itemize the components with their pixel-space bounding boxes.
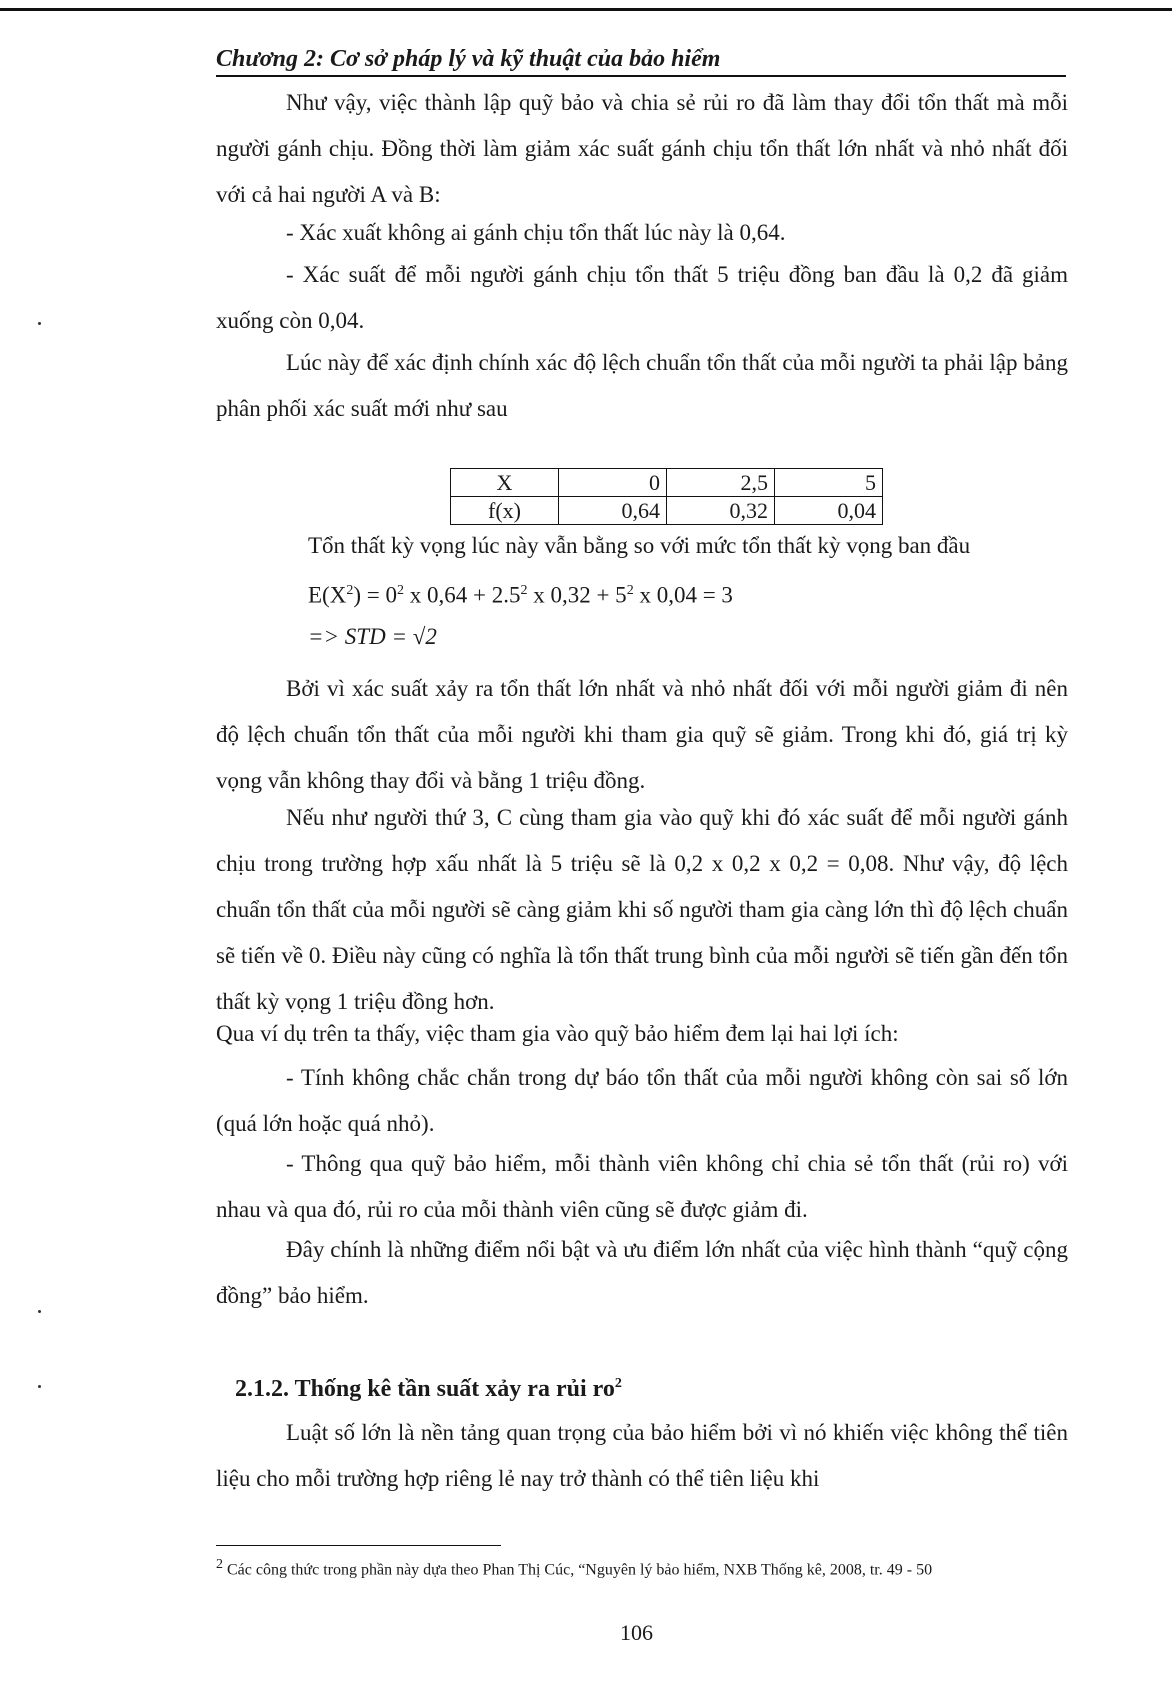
footnote-rule: [216, 1545, 501, 1546]
std-line: => STD = √2: [308, 624, 437, 649]
scan-speck: [38, 1310, 41, 1313]
formula-part: ) = 0: [353, 582, 397, 608]
table-cell: 0,04: [775, 497, 883, 525]
paragraph-7: Luật số lớn là nền tảng quan trọng của bảo hiểm bởi vì nó khiến việc không thể tiên liệu cho mỗi trường hợp riêng lẻ nay trở thành có thể tiên liệu khi: [216, 1420, 1068, 1491]
table-cell: X: [451, 469, 559, 497]
section-heading: [235, 1376, 622, 1403]
formula-part: x 0,32 + 5: [527, 582, 627, 608]
bullet-1: - Xác xuất không ai gánh chịu tổn thất lúc này là 0,64.: [286, 220, 786, 245]
scan-speck: [38, 1385, 41, 1388]
table-cell: 2,5: [667, 469, 775, 497]
table-cell: f(x): [451, 497, 559, 525]
formula-exponent: 2: [626, 583, 634, 598]
paragraph-1: Như vậy, việc thành lập quỹ bảo và chia sẻ rủi ro đã làm thay đổi tổn thất mà mỗi người gánh chịu. Đồng thời làm giảm xác suất gánh chịu tổn thất lớn nhất và nhỏ nhất đối với cả hai người A và B:: [216, 90, 1068, 207]
paragraph-5: Qua ví dụ trên ta thấy, việc tham gia vào quỹ bảo hiểm đem lại hai lợi ích:: [216, 1021, 899, 1046]
page-number: 106: [620, 1620, 653, 1645]
formula-part: x 0,04 = 3: [633, 582, 733, 608]
probability-table: [450, 468, 883, 525]
formula-exponent: 2: [396, 583, 404, 598]
paragraph-6: Đây chính là những điểm nổi bật và ưu điểm lớn nhất của việc hình thành “quỹ cộng đồng” bảo hiểm.: [216, 1237, 1068, 1308]
chapter-header: Chương 2: Cơ sở pháp lý và kỹ thuật của bảo hiểm: [216, 46, 1066, 77]
table-row: [451, 497, 883, 525]
formula-line: [308, 576, 733, 611]
paragraph-4: Nếu như người thứ 3, C cùng tham gia vào quỹ khi đó xác suất để mỗi người gánh chịu trong trường hợp xấu nhất là 5 triệu sẽ là 0,2 x 0,2 x 0,2 = 0,08. Như vậy, độ lệch chuẩn tổn thất của mỗi người sẽ càng giảm khi số người tham gia càng lớn thì độ lệch chuẩn sẽ tiến về 0. Điều này cũng có nghĩa là tổn thất trung bình của mỗi người sẽ tiến gần đến tổn thất kỳ vọng 1 triệu đồng hơn.: [216, 805, 1068, 1014]
footnote: [216, 1553, 1068, 1582]
top-rule: [0, 8, 1172, 11]
table-cell: 0: [559, 469, 667, 497]
bullet-4: - Thông qua quỹ bảo hiểm, mỗi thành viên không chỉ chia sẻ tổn thất (rủi ro) với nhau và qua đó, rủi ro của mỗi thành viên cũng sẽ được giảm đi.: [216, 1151, 1068, 1222]
table-cell: 0,64: [559, 497, 667, 525]
paragraph-3: Bởi vì xác suất xảy ra tổn thất lớn nhất và nhỏ nhất đối với mỗi người giảm đi nên độ lệch chuẩn tổn thất của mỗi người khi tham gia quỹ sẽ giảm. Trong khi đó, giá trị kỳ vọng vẫn không thay đổi và bằng 1 triệu đồng.: [216, 676, 1068, 793]
formula-part: E(X: [308, 582, 347, 608]
formula-exponent: 2: [520, 583, 528, 598]
expectation-line: Tổn thất kỳ vọng lúc này vẫn bằng so với mức tổn thất kỳ vọng ban đầu: [308, 533, 971, 558]
bullet-3: - Tính không chắc chắn trong dự báo tổn thất của mỗi người không còn sai số lớn (quá lớn hoặc quá nhỏ).: [216, 1065, 1068, 1136]
footnote-text: Các công thức trong phần này dựa theo Phan Thị Cúc, “Nguyên lý bảo hiểm, NXB Thống kê, 2008, tr. 49 - 50: [223, 1561, 933, 1579]
table-cell: 5: [775, 469, 883, 497]
bullet-2: - Xác suất để mỗi người gánh chịu tổn thất 5 triệu đồng ban đầu là 0,2 đã giảm xuống còn 0,04.: [216, 262, 1068, 333]
scan-speck: [38, 322, 41, 325]
section-title: 2.1.2. Thống kê tần suất xảy ra rủi ro: [235, 1376, 615, 1402]
footnote-mark: 2: [216, 1557, 223, 1572]
table-row: [451, 469, 883, 497]
paragraph-2: Lúc này để xác định chính xác độ lệch chuẩn tổn thất của mỗi người ta phải lập bảng phân phối xác suất mới như sau: [216, 350, 1068, 421]
footnote-ref: 2: [614, 1376, 622, 1391]
formula-part: x 0,64 + 2.5: [403, 582, 521, 608]
table-cell: 0,32: [667, 497, 775, 525]
formula-exponent: 2: [346, 583, 354, 598]
